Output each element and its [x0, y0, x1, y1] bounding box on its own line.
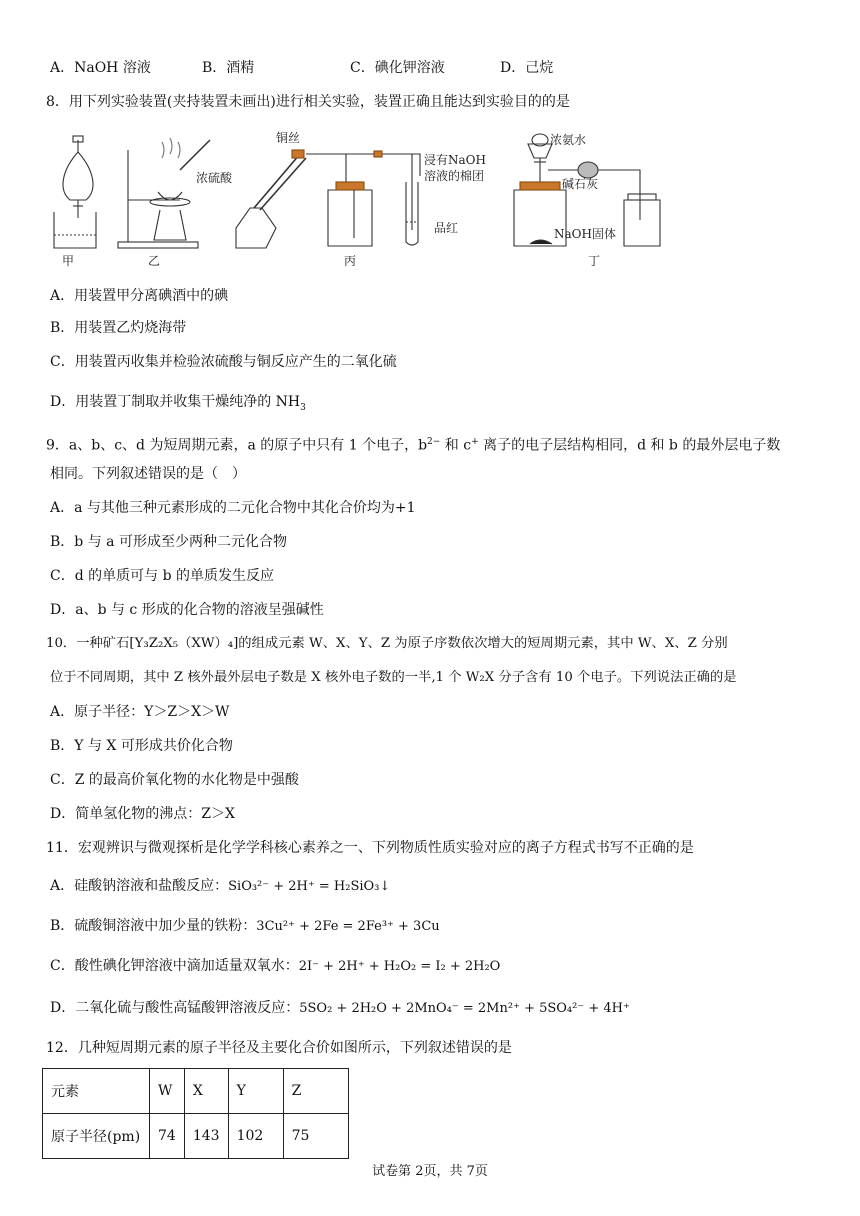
q9-stem-line1: 9．a、b、c、d 为短周期元素，a 的原子中只有 1 个电子，$b^{2-}$ 和 c+ 离子的电子层结构相同，d 和 b 的最外层电子数 [46, 437, 781, 454]
q11-stem: 11．宏观辨识与微观探析是化学学科核心素养之一、下列物质性质实验对应的离子方程式书写不正确的是 [46, 840, 694, 856]
table-cell: 原子半径(pm) [43, 1114, 150, 1159]
q8-option-b: B．用装置乙灼烧海带 [50, 320, 187, 336]
q8-option-a: A．用装置甲分离碘酒中的碘 [50, 288, 229, 304]
table-cell: 74 [150, 1114, 185, 1159]
q9-stem-line2: 相同。下列叙述错误的是（ ） [50, 466, 246, 482]
q9-option-a: A．a 与其他三种元素形成的二元化合物中其化合价均为+1 [50, 500, 416, 516]
apparatus-bing [236, 150, 420, 248]
table-cell: 75 [283, 1114, 348, 1159]
q8-apparatus-figure [40, 130, 820, 270]
q10-option-b: B．Y 与 X 可形成共价化合物 [50, 738, 233, 754]
q8-option-c: C．用装置丙收集并检验浓硫酸与铜反应产生的二氧化硫 [50, 354, 397, 370]
q8-option-d: D．用装置丁制取并收集干燥纯净的 $NH_3$ [50, 394, 306, 413]
q10-option-d: D．简单氢化物的沸点：Z＞X [50, 806, 235, 822]
q7-option-c: C．碘化钾溶液 [350, 60, 445, 76]
q7-option-b: B．酒精 [202, 60, 255, 76]
q10-option-a: A．原子半径：Y＞Z＞X＞W [50, 704, 230, 720]
label-jia: 甲 [62, 254, 75, 268]
q11-option-c: C．酸性碘化钾溶液中滴加适量双氧水：2I⁻ + 2H⁺ + H₂O₂ = I₂ + 2H₂O [50, 958, 501, 974]
q10-option-c: C．Z 的最高价氧化物的水化物是中强酸 [50, 772, 299, 788]
label-naoh-cotton-1: 浸有NaOH [424, 153, 486, 167]
apparatus-jia [54, 136, 96, 248]
q10-stem-line1: 10．一种矿石[Y₃Z₂X₅（XW）₄]的组成元素 W、X、Y、Z 为原子序数依次增大的短周期元素，其中 W、X、Z 分别 [46, 636, 728, 651]
q11-option-d: D．二氧化硫与酸性高锰酸钾溶液反应：5SO₂ + 2H₂O + 2MnO₄⁻ = 2Mn²⁺ + 5SO₄²⁻ + 4H⁺ [50, 1000, 630, 1016]
q7-option-d: D．己烷 [500, 60, 554, 76]
q11-option-b: B．硫酸铜溶液中加少量的铁粉：3Cu²⁺ + 2Fe = 2Fe³⁺ + 3Cu [50, 918, 440, 934]
q7-options [50, 58, 553, 78]
table-header-row [43, 1069, 349, 1114]
label-bing: 丙 [344, 254, 357, 268]
label-pinhong: 品红 [434, 221, 459, 235]
q9-option-c: C．d 的单质可与 b 的单质发生反应 [50, 568, 274, 584]
table-cell: Z [283, 1069, 348, 1114]
table-cell: Y [228, 1069, 283, 1114]
label-naoh-solid: NaOH固体 [554, 227, 616, 241]
table-cell: 143 [184, 1114, 228, 1159]
label-naoh-cotton-2: 溶液的棉团 [424, 169, 485, 183]
q8-stem: 8．用下列实验装置(夹持装置未画出)进行相关实验，装置正确且能达到实验目的的是 [46, 94, 570, 110]
q12-stem: 12．几种短周期元素的原子半径及主要化合价如图所示，下列叙述错误的是 [46, 1040, 512, 1056]
label-jianshihui: 碱石灰 [562, 177, 599, 191]
label-nonganshui: 浓氨水 [550, 133, 587, 147]
q9-option-d: D．a、b 与 c 形成的化合物的溶液呈强碱性 [50, 602, 324, 618]
page-footer: 试卷第 2页，共 7页 [372, 1164, 488, 1179]
label-ding: 丁 [588, 254, 601, 268]
label-tongsi: 铜丝 [276, 131, 301, 145]
label-yi: 乙 [148, 254, 161, 268]
q11-option-a: A．硅酸钠溶液和盐酸反应：SiO₃²⁻ + 2H⁺ = H₂SiO₃↓ [50, 878, 391, 894]
table-cell: W [150, 1069, 185, 1114]
table-cell: 元素 [43, 1069, 150, 1114]
q7-option-a: A．NaOH 溶液 [50, 60, 151, 76]
q9-option-b: B．b 与 a 可形成至少两种二元化合物 [50, 534, 287, 550]
q10-stem-line2: 位于不同周期，其中 Z 核外最外层电子数是 X 核外电子数的一半,1 个 W₂X 分子含有 10 个电子。下列说法正确的是 [50, 670, 737, 685]
table-row [43, 1114, 349, 1159]
q12-radius-table [42, 1068, 349, 1159]
table-cell: 102 [228, 1114, 283, 1159]
table-cell: X [184, 1069, 228, 1114]
label-nongliusuan: 浓硫酸 [196, 171, 233, 185]
apparatus-yi [118, 138, 210, 248]
